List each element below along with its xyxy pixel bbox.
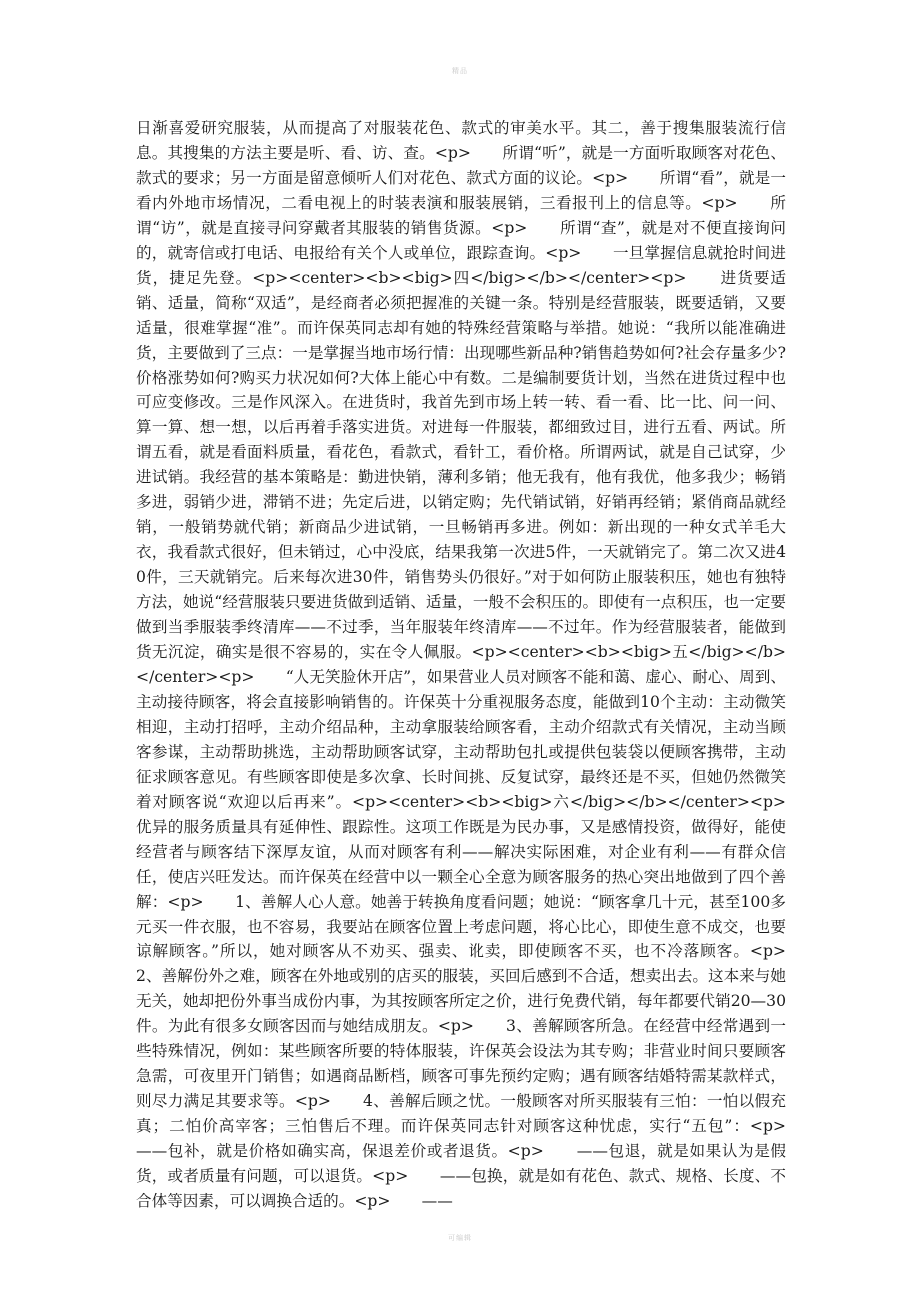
header-watermark: 精品	[452, 67, 468, 75]
body-text: 日渐喜爱研究服装，从而提高了对服装花色、款式的审美水平。其二，善于搜集服装流行信息。其搜集的方法主要是听、看、访、查。<p> 所谓“听”，就是一方面听取顾客对花色、款式的要求；另一方面是留意倾听人们对花色、款式方面的议论。<p> 所谓“看”，就是一看内外地市场情况，二看电视上的时装表演和服装展销，三看报刊上的信息等。<p> 所谓“访”，就是直接寻问穿戴者其服装的销售货源。<p> 所谓“查”，就是对不便直接询问的，就寄信或打电话、电报给有关个人或单位，跟踪查询。<p> 一旦掌握信息就抢时间进货，捷足先登。<p><center><b><big>四</big></b></center><p> 进货要适销、适量，简称“双适”，是经商者必须把握准的关键一条。特别是经营服装，既要适销，又要适量，很难掌握“准”。而许保英同志却有她的特殊经营策略与举措。她说：“我所以能准确进货，主要做到了三点：一是掌握当地市场行情：出现哪些新品种?销售趋势如何?社会存量多少?价格涨势如何?购买力状况如何?大体上能心中有数。二是编制要货计划，当然在进货过程中也可应变修改。三是作风深入。在进货时，我首先到市场上转一转、看一看、比一比、问一问、算一算、想一想，以后再着手落实进货。对进每一件服装，都细致过目，进行五看、两试。所谓五看，就是看面料质量，看花色，看款式，看针工，看价格。所谓两试，就是自己试穿，少进试销。我经营的基本策略是：勤进快销，薄利多销；他无我有，他有我优，他多我少；畅销多进，弱销少进，滞销不进；先定后进，以销定购；先代销试销，好销再经销；紧俏商品就经销，一般销势就代销；新商品少进试销，一旦畅销再多进。例如：新出现的一种女式羊毛大衣，我看款式很好，但未销过，心中没底，结果我第一次进5件，一天就销完了。第二次又进40件，三天就销完。后来每次进30件，销售势头仍很好。”对于如何防止服装积压，她也有独特方法，她说“经营服装只要进货做到适销、适量，一般不会积压的。即使有一点积压，也一定要做到当季服装季终清库——不过季，当年服装年终清库——不过年。作为经营服装者，能做到货无沉淀，确实是很不容易的，实在令人佩服。<p><center><b><big>五</big></b></center><p> “人无笑脸休开店”，如果营业人员对顾客不能和蔼、虚心、耐心、周到、主动接待顾客，将会直接影响销售的。许保英十分重视服务态度，能做到10个主动：主动微笑相迎，主动打招呼，主动介绍品种，主动拿服装给顾客看，主动介绍款式有关情况，主动当顾客参谋，主动帮助挑选，主动帮助顾客试穿，主动帮助包扎或提供包装袋以便顾客携带，主动征求顾客意见。有些顾客即使是多次拿、长时间挑、反复试穿，最终还是不买，但她仍然微笑着对顾客说“欢迎以后再来”。<p><center><b><big>六</big></b></center><p> 优异的服务质量具有延伸性、跟踪性。这项工作既是为民办事，又是感情投资，做得好，能使经营者与顾客结下深厚友谊，从而对顾客有利——解决实际困难，对企业有利——有群众信任，使店兴旺发达。而许保英在经营中以一颗全心全意为顾客服务的热心突出地做到了四个善解：<p> 1、善解人心人意。她善于转换角度看问题；她说：“顾客拿几十元，甚至100多元买一件衣服，也不容易，我要站在顾客位置上考虑问题，将心比心，即使生意不成交，也要谅解顾客。”所以，她对顾客从不劝买、强卖、讹卖，即使顾客不买，也不冷落顾客。<p> 2、善解份外之难，顾客在外地或别的店买的服装，买回后感到不合适，想卖出去。这本来与她无关，她却把份外事当成份内事，为其按顾客所定之价，进行免费代销，每年都要代销20—30件。为此有很多女顾客因而与她结成朋友。<p> 3、善解顾客所急。在经营中经常遇到一些特殊情况，例如：某些顾客所要的特体服装，许保英会设法为其专购；非营业时间只要顾客急需，可夜里开门销售；如遇商品断档，顾客可事先预约定购；遇有顾客结婚特需某款样式，则尽力满足其要求等。<p> 4、善解后顾之忧。一般顾客对所买服装有三怕：一怕以假充真；二怕价高宰客；三怕售后不理。而许保英同志针对顾客这种忧虑，实行“五包”：<p> ——包补，就是价格如确实高，保退差价或者退货。<p> ——包退，就是如果认为是假货，或者质量有问题，可以退货。<p> ——包换，就是如有花色、款式、规格、长度、不合体等因素，可以调换合适的。<p> ——	[136, 119, 818, 1210]
footer-watermark: 可编辑	[448, 1234, 472, 1242]
